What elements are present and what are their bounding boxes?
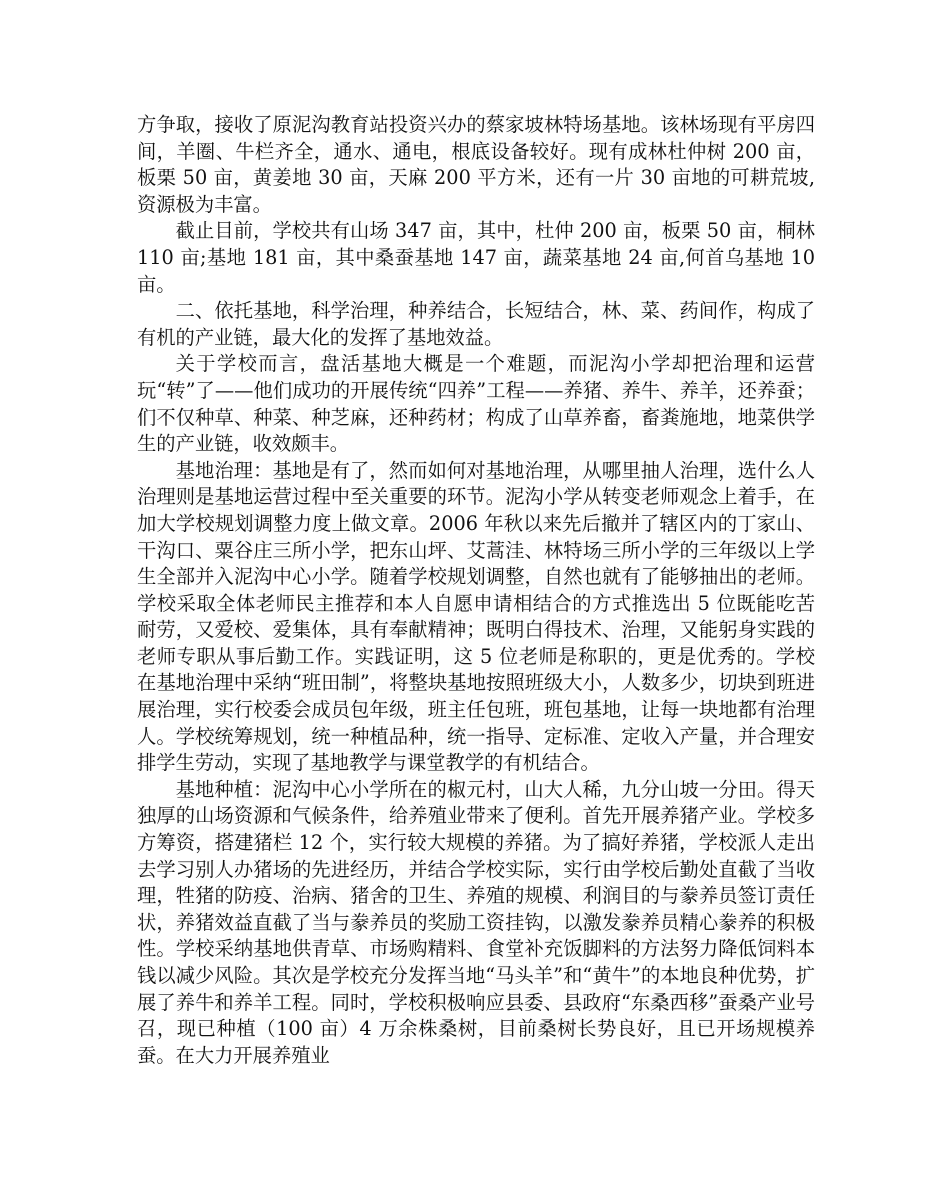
paragraph-continued: 方争取，接收了原泥沟教育站投资兴办的蔡家坡林特场基地。该林场现有平房四间，羊圈、牛栏齐全，通水、通电，根底设备较好。现有成林杜仲树 200 亩，板栗 50 亩，黄姜地 30 亩，天麻 200 平方米，还有一片 30 亩地的可耕荒坡,资源极为丰富。 [137,113,815,216]
paragraph-four-raisings: 关于学校而言，盘活基地大概是一个难题，而泥沟小学却把治理和运营玩“转”了——他们成功的开展传统“四养”工程——养猪、养牛、养羊，还养蚕；们不仅种草、种菜、种芝麻，还种药材；构成了山草养畜，畜粪施地，地菜供学生的产业链，收效颇丰。 [137,352,815,456]
document-body [137,112,815,1069]
paragraph-base-planting: 基地种植：泥沟中心小学所在的椒元村，山大人稀，九分山坡一分田。得天独厚的山场资源和气候条件，给养殖业带来了便利。首先开展养猪产业。学校多方筹资，搭建猪栏 12 个，实行较大规模的养猪。为了搞好养猪，学校派人走出去学习别人办猪场的先进经历，并结合学校实际，实行由学校后勤处直截了当收理，牲猪的防疫、治病、猪舍的卫生、养殖的规模、利润目的与豢养员签订责任状，养猪效益直截了当与豢养员的奖励工资挂钩，以激发豢养员精心豢养的积极性。学校采纳基地供青草、市场购精料、食堂补充饭脚料的方法努力降低饲料本钱以减少风险。其次是学校充分发挥当地“马头羊”和“黄牛”的本地良种优势，扩展了养牛和养羊工程。同时，学校积极响应县委、县政府“东桑西移”蚕桑产业号召，现已种植（100 亩）4 万余株桑树，目前桑树长势良好，且已开场规模养蚕。在大力开展养殖业 [137,777,815,1067]
paragraph-base-management: 基地治理：基地是有了，然而如何对基地治理，从哪里抽人治理，选什么人治理则是基地运营过程中至关重要的环节。泥沟小学从转变老师观念上着手，在加大学校规划调整力度上做文章。2006 年秋以来先后撤并了辖区内的丁家山、干沟口、粟谷庄三所小学，把东山坪、艾蒿洼、林特场三所小学的三年级以上学生全部并入泥沟中心小学。随着学校规划调整，自然也就有了能够抽出的老师。学校采取全体老师民主推荐和本人自愿申请相结合的方式推选出 5 位既能吃苦耐劳，又爱校、爱集体，具有奉献精神；既明白得技术、治理，又能躬身实践的老师专职从事后勤工作。实践证明，这 5 位老师是称职的，更是优秀的。学校在基地治理中采纳“班田制”，将整块基地按照班级大小，人数多少，切块到班进展治理，实行校委会成员包年级，班主任包班，班包基地，让每一块地都有治理人。学校统筹规划，统一种植品种，统一指导、定标准、定收入产量，并合理安排学生劳动，实现了基地教学与课堂教学的有机结合。 [137,458,815,775]
paragraph-land-statistics: 截止目前，学校共有山场 347 亩，其中，杜仲 200 亩，板栗 50 亩，桐林 110 亩;基地 181 亩，其中桑蚕基地 147 亩，蔬菜基地 24 亩,何首乌基地 10 亩。 [137,219,815,296]
section-heading-two: 二、依托基地，科学治理，种养结合，长短结合，林、菜、药间作，构成了有机的产业链，最大化的发挥了基地效益。 [137,299,815,349]
